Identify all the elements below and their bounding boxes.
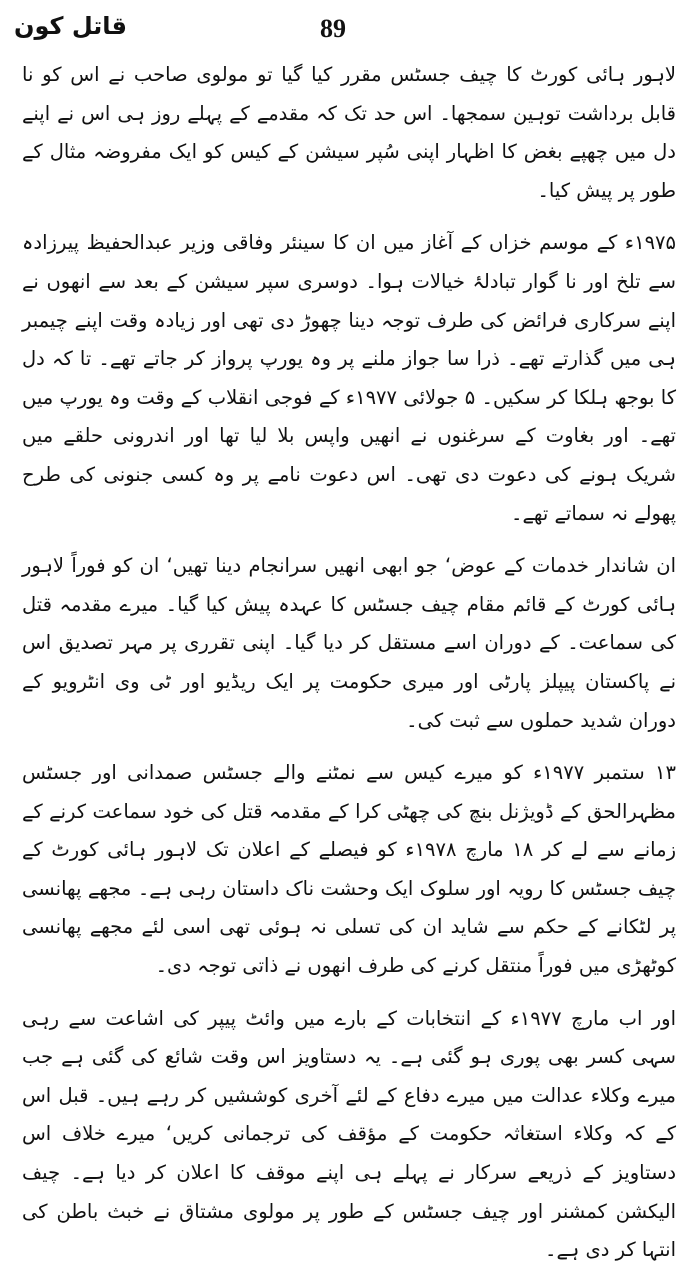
page-body [22, 56, 676, 1276]
paragraph-5: اور اب مارچ ۱۹۷۷ء کے انتخابات کے بارے میں وائٹ پیپر کی اشاعت سے رہی سہی کسر بھی پوری ہو گئی ہے۔ یہ دستاویز اس وقت شائع کی گئی ہے جب میرے وکلاء عدالت میں میرے دفاع کے لئے آخری کوششیں کر رہے ہیں۔ قبل اس کے کہ وکلاء استغاثہ حکومت کے مؤقف کی ترجمانی کریں‘ میرے خلاف اس دستاویز کے ذریعے سرکار نے پہلے ہی اپنے موقف کا اعلان کر دیا ہے۔ چیف الیکشن کمشنر اور چیف جسٹس کے طور پر مولوی مشتاق نے خبث باطن کی انتہا کر دی ہے۔ [22, 1006, 676, 1262]
page-header [0, 6, 700, 50]
book-title: قاتل کون [14, 12, 128, 40]
paragraph-1: لاہور ہائی کورٹ کا چیف جسٹس مقرر کیا گیا تو مولوی صاحب نے اس کو نا قابل برداشت توہین سمجھا۔ اس حد تک کہ مقدمے کے پہلے روز ہی اس نے اپنے دل میں چھپے بغض کا اظہار اپنی سُپر سیشن کے کیس کو ایک مفروضہ مثال کے طور پر پیش کیا۔ [22, 63, 676, 202]
paragraph-4: ۱۳ ستمبر ۱۹۷۷ء کو میرے کیس سے نمٹنے والے جسٹس صمدانی اور جسٹس مظہرالحق کے ڈویژنل بنچ کی چھٹی کرا کے مقدمہ قتل کی خود سماعت کرنے کے زمانے سے لے کر ۱۸ مارچ ۱۹۷۸ء کو فیصلے کے اعلان تک لاہور ہائی کورٹ کے چیف جسٹس کا رویہ اور سلوک ایک وحشت ناک داستان رہی ہے۔ مجھے پھانسی پر لٹکانے کے حکم سے شاید ان کی تسلی نہ ہوئی تھی اسی لئے مجھے پھانسی کوٹھڑی میں فوراً منتقل کرنے کی طرف انھوں نے ذاتی توجہ دی۔ [22, 761, 676, 978]
paragraph-3: ان شاندار خدمات کے عوض‘ جو ابھی انھیں سرانجام دینا تھیں‘ ان کو فوراً لاہور ہائی کورٹ کے قائم مقام چیف جسٹس کا عہدہ پیش کیا گیا۔ میرے مقدمہ قتل کی سماعت۔ کے دوران اسے مستقل کر دیا گیا۔ اپنی تقرری پر مہر تصدیق اس نے پاکستان پیپلز پارٹی اور میری حکومت پر ایک ریڈیو اور ٹی وی انٹرویو کے دوران شدید حملوں سے ثبت کی۔ [22, 554, 676, 732]
page-number: 89 [320, 14, 346, 43]
paragraph-2: ۱۹۷۵ء کے موسم خزاں کے آغاز میں ان کا سینئر وفاقی وزیر عبدالحفیظ پیرزادہ سے تلخ اور نا گوار تبادلۂ خیالات ہوا۔ دوسری سپر سیشن کے بعد سے انھوں نے اپنے سرکاری فرائض کی طرف توجہ دینا چھوڑ دی تھی اور زیادہ وقت اپنے چیمبر ہی میں گذارتے تھے۔ ذرا سا جواز ملنے پر وہ یورپ پرواز کر جاتے تھے۔ تا کہ دل کا بوجھ ہلکا کر سکیں۔ ۵ جولائی ۱۹۷۷ء کے فوجی انقلاب کے وقت وہ یورپ میں تھے۔ اور بغاوت کے سرغنوں نے انھیں واپس بلا لیا تھا اور اندرونی حلقے میں شریک ہونے کی دعوت دی تھی۔ اس دعوت نامے پر وہ کسی جنونی کی طرح پھولے نہ سماتے تھے۔ [22, 231, 676, 525]
